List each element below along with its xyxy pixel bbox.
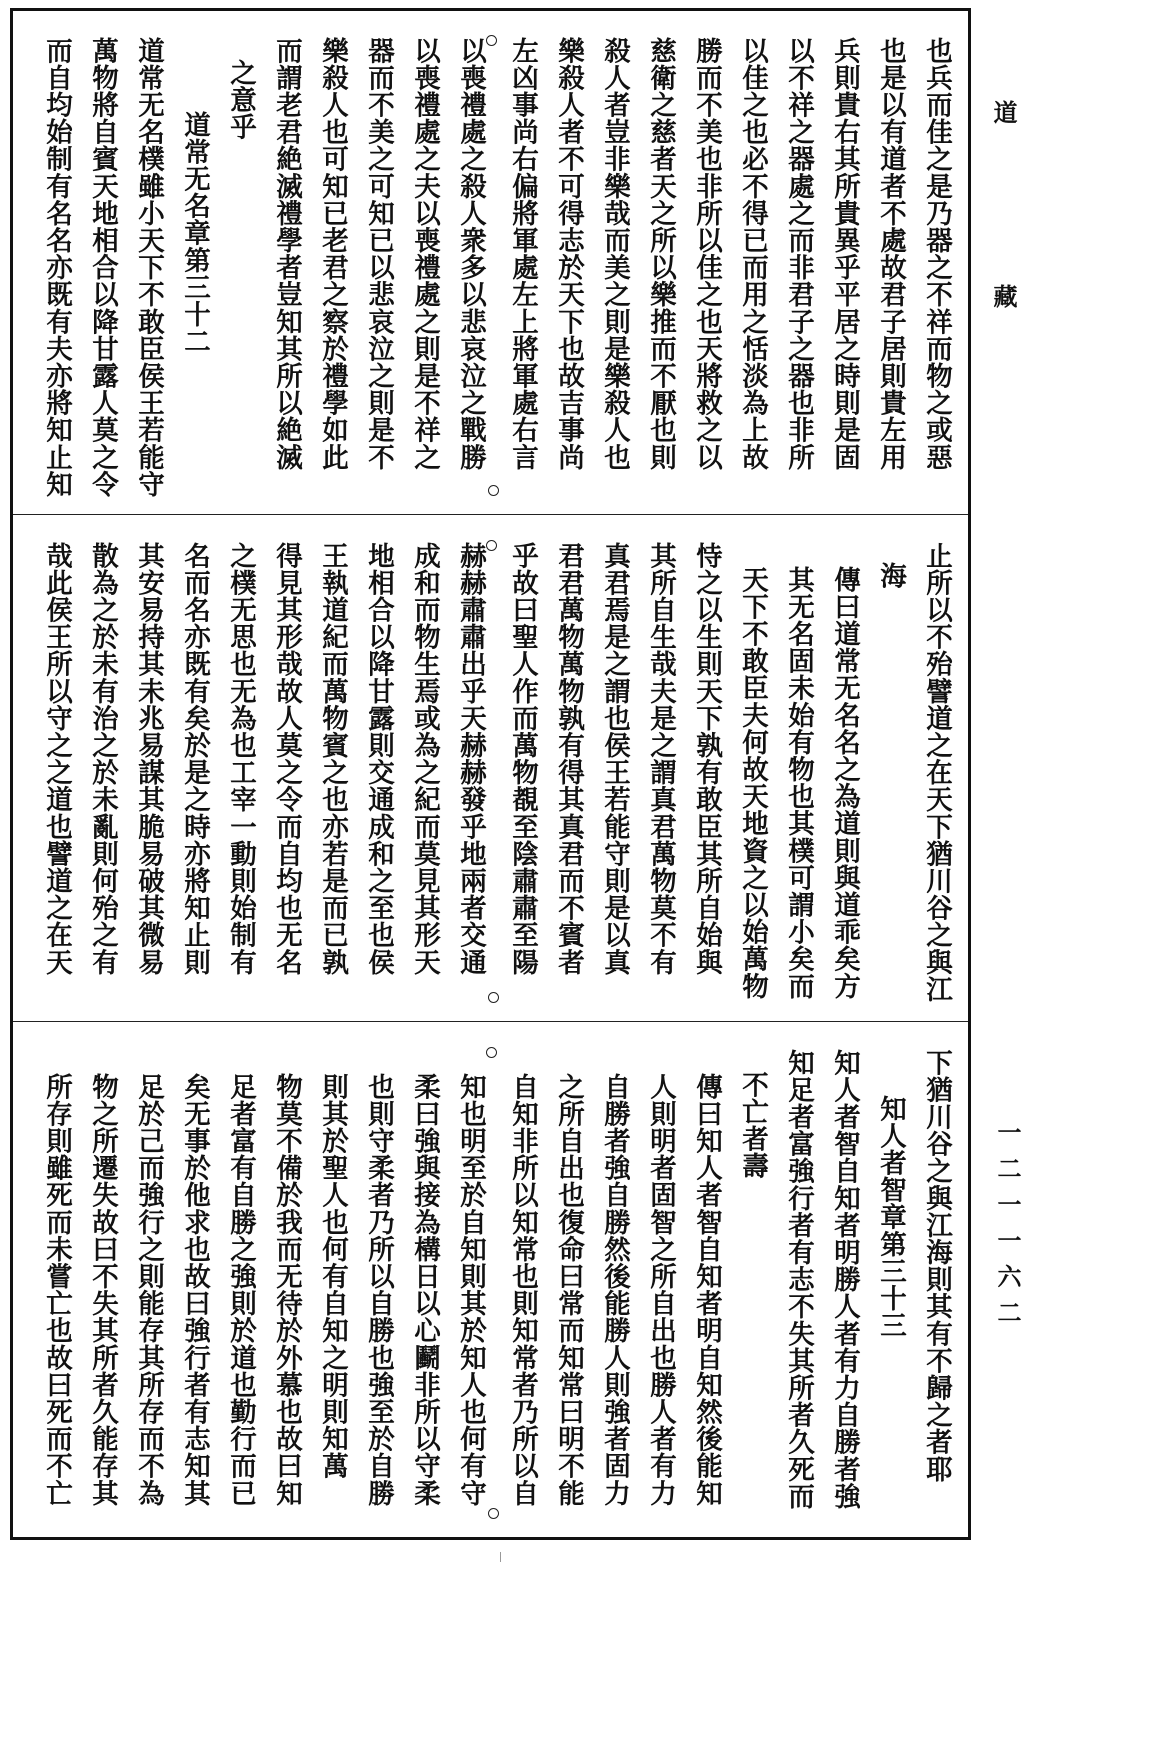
collection-label: 道藏 xyxy=(989,100,1018,468)
text-column: 傳曰知人者智自知者明自知然後能知 xyxy=(691,1073,722,1507)
text-column: 下猶川谷之與江海則其有不歸之者耶 xyxy=(921,1049,952,1483)
text-column: 名而名亦既有矣於是之時亦將知止則 xyxy=(179,542,210,976)
text-column: 矣无事於他求也故曰強行者有志知其 xyxy=(179,1073,210,1507)
text-column: 道常无名章第三十二 xyxy=(179,111,210,355)
panel-divider xyxy=(13,1021,968,1022)
text-column: 物之所遷失故曰不失其所者久能存其 xyxy=(87,1073,118,1507)
text-column: 哉此侯王所以守之之道也譬道之在天 xyxy=(41,542,72,976)
circle-mark-icon xyxy=(486,540,497,551)
text-panel-middle xyxy=(13,516,968,1021)
text-column: 知人者智自知者明勝人者有力自勝者強 xyxy=(829,1049,860,1510)
text-column: 海 xyxy=(875,562,906,590)
text-column: 所存則雖死而未嘗亡也故曰死而不亡 xyxy=(41,1073,72,1507)
text-column: 以喪禮處之殺人衆多以悲哀泣之戰勝 xyxy=(455,37,486,471)
text-column: 不亡者壽 xyxy=(737,1071,768,1180)
text-column: 其无名固未始有物也其樸可謂小矣而 xyxy=(783,566,814,1000)
text-column: 柔曰強與接為構日以心鬬非所以守柔 xyxy=(409,1073,440,1507)
text-column: 赫赫肅肅出乎天赫赫發乎地兩者交通 xyxy=(455,542,486,976)
text-column: 真君焉是之謂也侯王若能守則是以真 xyxy=(599,542,630,976)
text-column: 也是以有道者不處故君子居則貴左用 xyxy=(875,37,906,471)
text-column: 乎故曰聖人作而萬物覩至陰肅肅至陽 xyxy=(507,542,538,976)
text-column: 而謂老君絶滅禮學者豈知其所以絶滅 xyxy=(271,37,302,471)
text-column: 道常无名樸雖小天下不敢臣侯王若能守 xyxy=(133,37,164,498)
text-column: 萬物將自賓天地相合以降甘露人莫之令 xyxy=(87,37,118,498)
text-column: 之意乎 xyxy=(225,59,256,141)
text-column: 人則明者固智之所自出也勝人者有力 xyxy=(645,1073,676,1507)
text-column: 知也明至於自知則其於知人也何有守 xyxy=(455,1073,486,1507)
text-column: 止所以不殆譬道之在天下猶川谷之與江 xyxy=(921,542,952,1003)
text-column: 散為之於未有治之於未亂則何殆之有 xyxy=(87,542,118,976)
text-column: 成和而物生焉或為之紀而莫見其形天 xyxy=(409,542,440,976)
text-column: 足者富有自勝之強則於道也勤行而已 xyxy=(225,1073,256,1507)
text-column: 之樸无思也无為也工宰一動則始制有 xyxy=(225,542,256,976)
text-column: 地相合以降甘露則交通成和之至也侯 xyxy=(363,542,394,976)
text-column: 知足者富強行者有志不失其所者久死而 xyxy=(783,1049,814,1510)
text-column: 樂殺人者不可得志於天下也故吉事尚 xyxy=(553,37,584,471)
text-column: 傳曰道常无名名之為道則與道乖矣方 xyxy=(829,566,860,1000)
text-column: 自知非所以知常也則知常者乃所以自 xyxy=(507,1073,538,1507)
text-column: 殺人者豈非樂哉而美之則是樂殺人也 xyxy=(599,37,630,471)
text-column: 物莫不備於我而无待於外慕也故曰知 xyxy=(271,1073,302,1507)
text-column: 自勝者強自勝然後能勝人則強者固力 xyxy=(599,1073,630,1507)
circle-mark-icon xyxy=(486,35,497,46)
page-mark xyxy=(500,1552,505,1562)
text-column: 樂殺人也可知已老君之察於禮學如此 xyxy=(317,37,348,471)
text-panel-bottom xyxy=(13,1023,968,1537)
circle-mark-icon xyxy=(486,1047,497,1058)
circle-mark-icon xyxy=(488,485,499,496)
circle-mark-icon xyxy=(488,1508,499,1519)
text-column: 恃之以生則天下孰有敢臣其所自始與 xyxy=(691,542,722,976)
text-column: 慈衛之慈者天之所以樂推而不厭也則 xyxy=(645,37,676,471)
text-column: 其安易持其未兆易謀其脆易破其微易 xyxy=(133,542,164,976)
text-column: 器而不美之可知已以悲哀泣之則是不 xyxy=(363,37,394,471)
text-column: 而自均始制有名名亦既有夫亦將知止知 xyxy=(41,37,72,498)
text-column: 也則守柔者乃所以自勝也強至於自勝 xyxy=(363,1073,394,1507)
text-column: 也兵而佳之是乃器之不祥而物之或惡 xyxy=(921,37,952,471)
text-panel-top xyxy=(13,11,968,514)
text-column: 以喪禮處之夫以喪禮處之則是不祥之 xyxy=(409,37,440,471)
text-column: 以不祥之器處之而非君子之器也非所 xyxy=(783,37,814,471)
text-column: 知人者智章第三十三 xyxy=(875,1095,906,1339)
page-frame xyxy=(10,8,971,1540)
text-column: 其所自生哉夫是之謂真君萬物莫不有 xyxy=(645,542,676,976)
text-column: 得見其形哉故人莫之令而自均也无名 xyxy=(271,542,302,976)
page-number: 一二一一六二 xyxy=(993,1120,1022,1336)
text-column: 則其於聖人也何有自知之明則知萬 xyxy=(317,1073,348,1480)
text-column: 之所自出也復命曰常而知常曰明不能 xyxy=(553,1073,584,1507)
text-column: 足於己而強行之則能存其所存而不為 xyxy=(133,1073,164,1507)
text-column: 王執道紀而萬物賓之也亦若是而已孰 xyxy=(317,542,348,976)
text-column: 勝而不美也非所以佳之也天將救之以 xyxy=(691,37,722,471)
text-column: 以佳之也必不得已而用之恬淡為上故 xyxy=(737,37,768,471)
circle-mark-icon xyxy=(488,992,499,1003)
text-column: 左凶事尚右偏將軍處左上將軍處右言 xyxy=(507,37,538,471)
panel-divider xyxy=(13,514,968,515)
text-column: 天下不敢臣夫何故天地資之以始萬物 xyxy=(737,566,768,1000)
text-column: 兵則貴右其所貴異乎平居之時則是固 xyxy=(829,37,860,471)
text-column: 君君萬物萬物孰有得其真君而不賓者 xyxy=(553,542,584,976)
